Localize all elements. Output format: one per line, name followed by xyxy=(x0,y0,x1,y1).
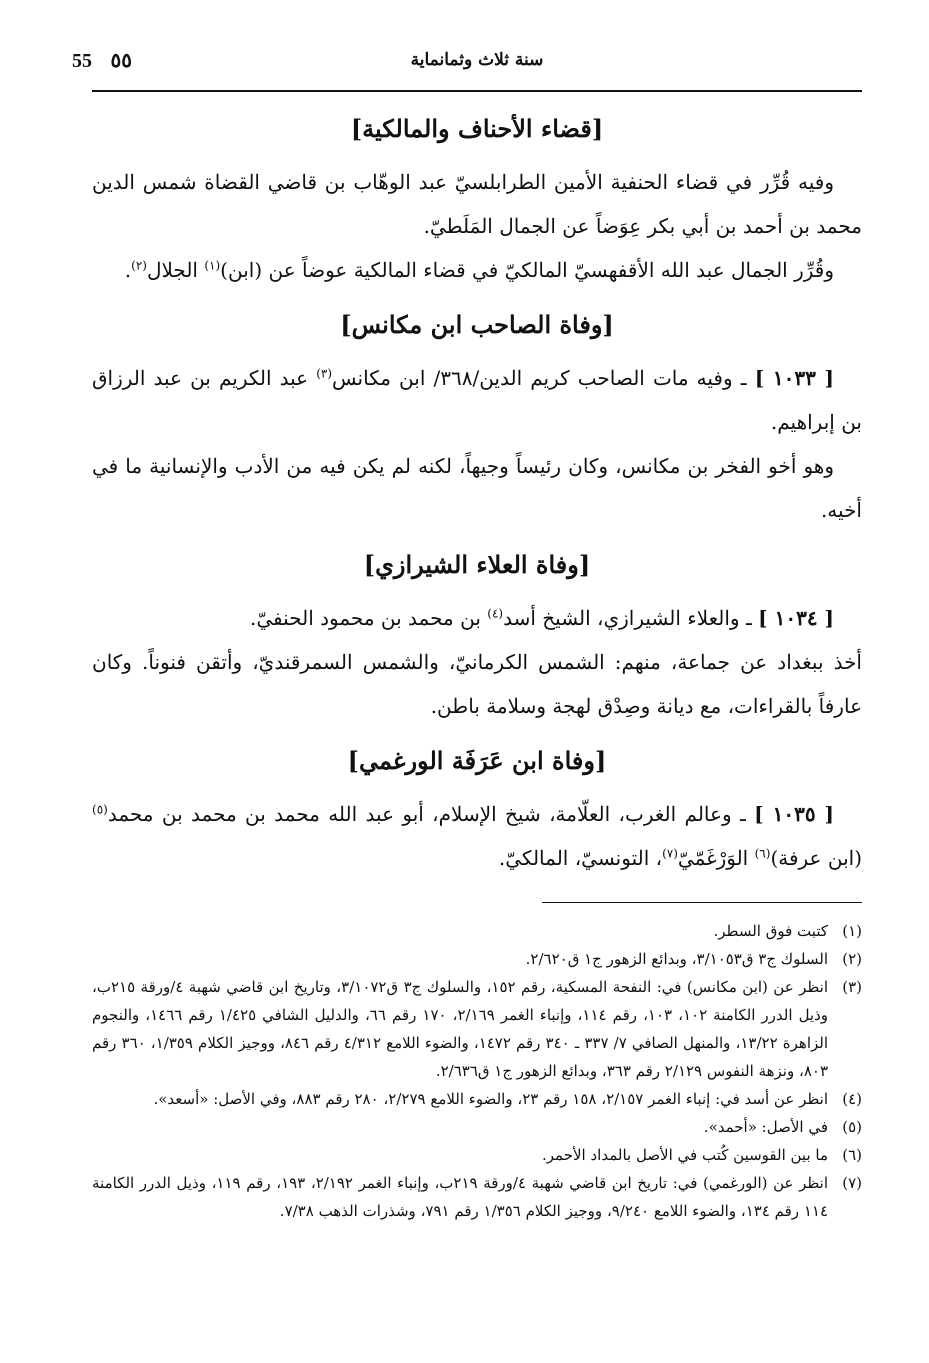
paragraph: أخذ ببغداد عن جماعة، منهم: الشمس الكرمانيّ، والشمس السمرقنديّ، وأتقن فنوناً. وكان عارفاً بالقراءات، مع ديانة وصِدْق لهجة وسلامة باطن. xyxy=(92,650,862,718)
footnote xyxy=(92,917,862,945)
footnotes xyxy=(92,917,862,1225)
entry-paragraph xyxy=(92,596,862,640)
footnote xyxy=(92,1085,862,1113)
footnote-ref: (٣) xyxy=(316,366,333,381)
footnote xyxy=(92,1113,862,1141)
footnote-text: ما بين القوسين كُتب في الأصل بالمداد الأحمر. xyxy=(542,1146,828,1164)
footnote xyxy=(92,1141,862,1169)
paragraph-text: ، التونسيّ، المالكيّ. xyxy=(498,846,663,870)
page-header xyxy=(72,40,862,92)
page-number-latin: 55 xyxy=(72,50,92,72)
paragraph: وهو أخو الفخر بن مكانس، وكان رئيساً وجيهاً، لكنه لم يكن فيه من الأدب والإنسانية ما في أخيه. xyxy=(92,454,862,522)
footnote-text: السلوك ج٣ ق٣/١٠٥٣، وبدائع الزهور ج١ ق٢/٦٢٠. xyxy=(525,950,828,968)
entry-paragraph xyxy=(92,356,862,444)
footnote-text: انظر عن أسد في: إنباء الغمر ٢/١٥٧، ١٥٨ رقم ٢٣، والضوء اللامع ٢/٢٧٩، ٢٨٠ رقم ٨٨٣، وفي الأصل: «أسعد». xyxy=(153,1090,828,1108)
footnote-ref: (٤) xyxy=(487,606,504,621)
footnote-ref: (٦) xyxy=(754,846,771,861)
paragraph xyxy=(92,248,862,292)
footnote xyxy=(92,973,862,1085)
entry-number: [ ١٠٣٣ ] xyxy=(754,366,834,390)
footnote-number: (٣) xyxy=(842,978,862,996)
section-heading: [وفاة العلاء الشيرازي] xyxy=(363,550,591,579)
paragraph-text: وقُرِّر الجمال عبد الله الأقفهسيّ المالكيّ في قضاء المالكية عوضاً عن (ابن) xyxy=(220,258,834,282)
footnote-number: (١) xyxy=(842,922,862,940)
paragraph-text: ـ وعالم الغرب، العلّامة، شيخ الإسلام، أبو عبد الله محمد بن محمد بن محمد xyxy=(107,802,755,826)
page-number-arabic: ٥٥ xyxy=(110,48,132,72)
footnote-divider xyxy=(542,902,862,903)
running-title: سنة ثلاث وثمانماية xyxy=(410,50,544,70)
book-page xyxy=(72,40,862,1330)
footnote-text: انظر عن (الورغمي) في: تاريخ ابن قاضي شهبة ٤/ورقة ٢١٩ب، وإنباء الغمر ٢/١٩٢، ١٩٣، رقم ١١٩، وذيل الدرر الكامنة ١١٤ رقم ١٣٤، والضوء اللامع ٩/٢٤٠، ووجيز الكلام ١/٣٥٦ رقم ٧٩١، وشذرات الذهب ٧/٣٨. xyxy=(92,1174,829,1220)
paragraph-text: بن محمد بن محمود الحنفيّ. xyxy=(250,606,488,630)
entry-paragraph xyxy=(92,792,862,880)
paragraph-text: الجلال xyxy=(146,258,205,282)
footnote-text: انظر عن (ابن مكانس) في: النفحة المسكية، رقم ١٥٢، والسلوك ج٣ ق٣/١٠٧٢، وتاريخ ابن قاضي شهبة ٤/ورقة ٢١٥ب، وذيل الدرر الكامنة ١٠٢، ١٠٣، رقم ١١٤، وإنباء الغمر ٢/١٦٩، ١٧٠ رقم ٦٦، والدليل الشافي ١/٤٢٥ رقم ١٤٦٦، والنجوم الزاهرة ١٣/٢٢، والمنهل الصافي ٧/ ٣٣٧ ـ ٣٤٠ رقم ١٤٧٢، والضوء اللامع ٤/٣١٢ رقم ٨٤٦، ووجيز الكلام ١/٣٥٩، ٣٦٠ رقم ٨٠٣، ونزهة النفوس ٢/١٢٩ رقم ٣٦٣، وبدائع الزهور ج١ ق٢/٦٣٦. xyxy=(92,978,829,1080)
entry-number: [ ١٠٣٥ ] xyxy=(754,802,834,826)
footnote-ref: (٧) xyxy=(662,846,678,861)
paragraph-text: (ابن عرفة) xyxy=(770,846,862,870)
footnote xyxy=(92,945,862,973)
footnote-number: (٤) xyxy=(842,1090,862,1108)
paragraph-text: ـ وفيه مات الصاحب كريم الدين/٣٦٨/ ابن مكانس xyxy=(332,366,755,390)
footnote-ref: (١) xyxy=(204,258,221,273)
section-heading: [وفاة الصاحب ابن مكانس] xyxy=(340,310,614,339)
section-heading: [وفاة ابن عَرَفَة الورغمي] xyxy=(347,746,607,775)
footnote-number: (٥) xyxy=(842,1118,862,1136)
paragraph-text: ـ والعلاء الشيرازي، الشيخ أسد xyxy=(503,606,759,630)
section-heading: [قضاء الأحناف والمالكية] xyxy=(350,114,604,143)
footnote-ref: (٥) xyxy=(92,802,108,817)
footnote-number: (٦) xyxy=(842,1146,862,1164)
footnote-text: كتبت فوق السطر. xyxy=(713,922,828,940)
paragraph-text: . xyxy=(124,258,132,282)
footnote-text: في الأصل: «أحمد». xyxy=(703,1118,828,1136)
footnote-number: (٧) xyxy=(842,1174,862,1192)
paragraph-text: الوَرْغَمّيّ xyxy=(677,846,755,870)
paragraph: وفيه قُرِّر في قضاء الحنفية الأمين الطرابلسيّ عبد الوهّاب بن قاضي القضاة شمس الدين محمد بن أحمد بن أبي بكر عِوَضاً عن الجمال المَلَطيّ. xyxy=(92,170,862,238)
footnote xyxy=(92,1169,862,1225)
entry-number: [ ١٠٣٤ ] xyxy=(758,606,834,630)
main-text xyxy=(92,104,862,880)
footnote-number: (٢) xyxy=(842,950,862,968)
paragraph-text: عبد الكريم بن عبد الرزاق بن إبراهيم. xyxy=(92,366,862,434)
footnote-ref: (٢) xyxy=(131,258,147,273)
